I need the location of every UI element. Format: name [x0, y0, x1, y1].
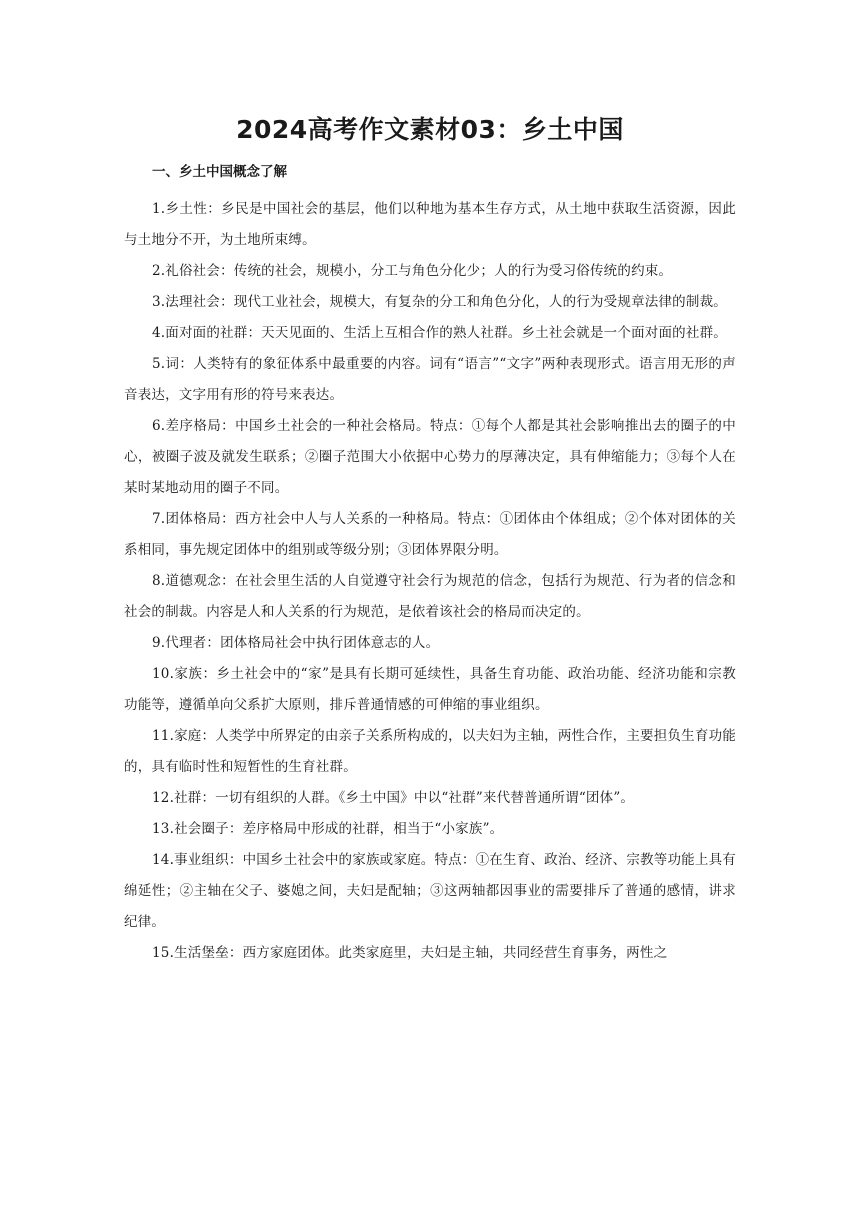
paragraph-3: 3.法理社会：现代工业社会，规模大，有复杂的分工和角色分化，人的行为受规章法律的制裁。	[152, 294, 727, 310]
paragraph-10: 10.家族：乡土社会中的“家”是具有长期可延续性，具备生育功能、政治功能、经济功能和宗教功能等，遵循单向父系扩大原则，排斥普通情感的可伸缩的事业组织。	[124, 666, 736, 713]
paragraph-4: 4.面对面的社群：天天见面的、生活上互相合作的熟人社群。乡土社会就是一个面对面的社群。	[152, 325, 727, 341]
document-title: 2024高考作文素材03：乡土中国	[236, 115, 624, 144]
paragraph-list	[124, 194, 736, 969]
paragraph-12: 12.社群：一切有组织的人群。《乡土中国》中以“社群”来代替普通所谓“团体”。	[152, 790, 635, 806]
paragraph-6: 6.差序格局：中国乡土社会的一种社会格局。特点：①每个人都是其社会影响推出去的圈子的中心，被圈子波及就发生联系；②圈子范围大小依据中心势力的厚薄决定，具有伸缩能力；③每个人在某时某地动用的圈子不同。	[124, 418, 736, 496]
paragraph-1: 1.乡土性：乡民是中国社会的基层，他们以种地为基本生存方式，从土地中获取生活资源，因此与土地分不开，为土地所束缚。	[124, 201, 736, 248]
paragraph-9: 9.代理者：团体格局社会中执行团体意志的人。	[152, 635, 440, 651]
paragraph-15: 15.生活堡垒：西方家庭团体。此类家庭里，夫妇是主轴，共同经营生育事务，两性之	[152, 945, 668, 961]
document-content	[124, 112, 736, 969]
paragraph-7: 7.团体格局：西方社会中人与人关系的一种格局。特点：①团体由个体组成；②个体对团体的关系相同，事先规定团体中的组别或等级分别；③团体界限分明。	[124, 511, 736, 558]
paragraph-14: 14.事业组织：中国乡土社会中的家族或家庭。特点：①在生育、政治、经济、宗教等功能上具有绵延性；②主轴在父子、婆媳之间，夫妇是配轴；③这两轴都因事业的需要排斥了普通的感情，讲求纪律。	[124, 852, 736, 930]
section-heading: 一、乡土中国概念了解	[152, 164, 287, 180]
paragraph-8: 8.道德观念：在社会里生活的人自觉遵守社会行为规范的信念，包括行为规范、行为者的信念和社会的制裁。内容是人和人关系的行为规范，是依着该社会的格局而决定的。	[124, 573, 736, 620]
paragraph-5: 5.词：人类特有的象征体系中最重要的内容。词有“语言”“文字”两种表现形式。语言用无形的声音表达，文字用有形的符号来表达。	[124, 356, 736, 403]
paragraph-11: 11.家庭：人类学中所界定的由亲子关系所构成的，以夫妇为主轴，两性合作，主要担负生育功能的，具有临时性和短暂性的生育社群。	[124, 728, 736, 775]
paragraph-13: 13.社会圈子：差序格局中形成的社群，相当于“小家族”。	[152, 821, 504, 837]
paragraph-2: 2.礼俗社会：传统的社会，规模小，分工与角色分化少；人的行为受习俗传统的约束。	[152, 263, 673, 279]
